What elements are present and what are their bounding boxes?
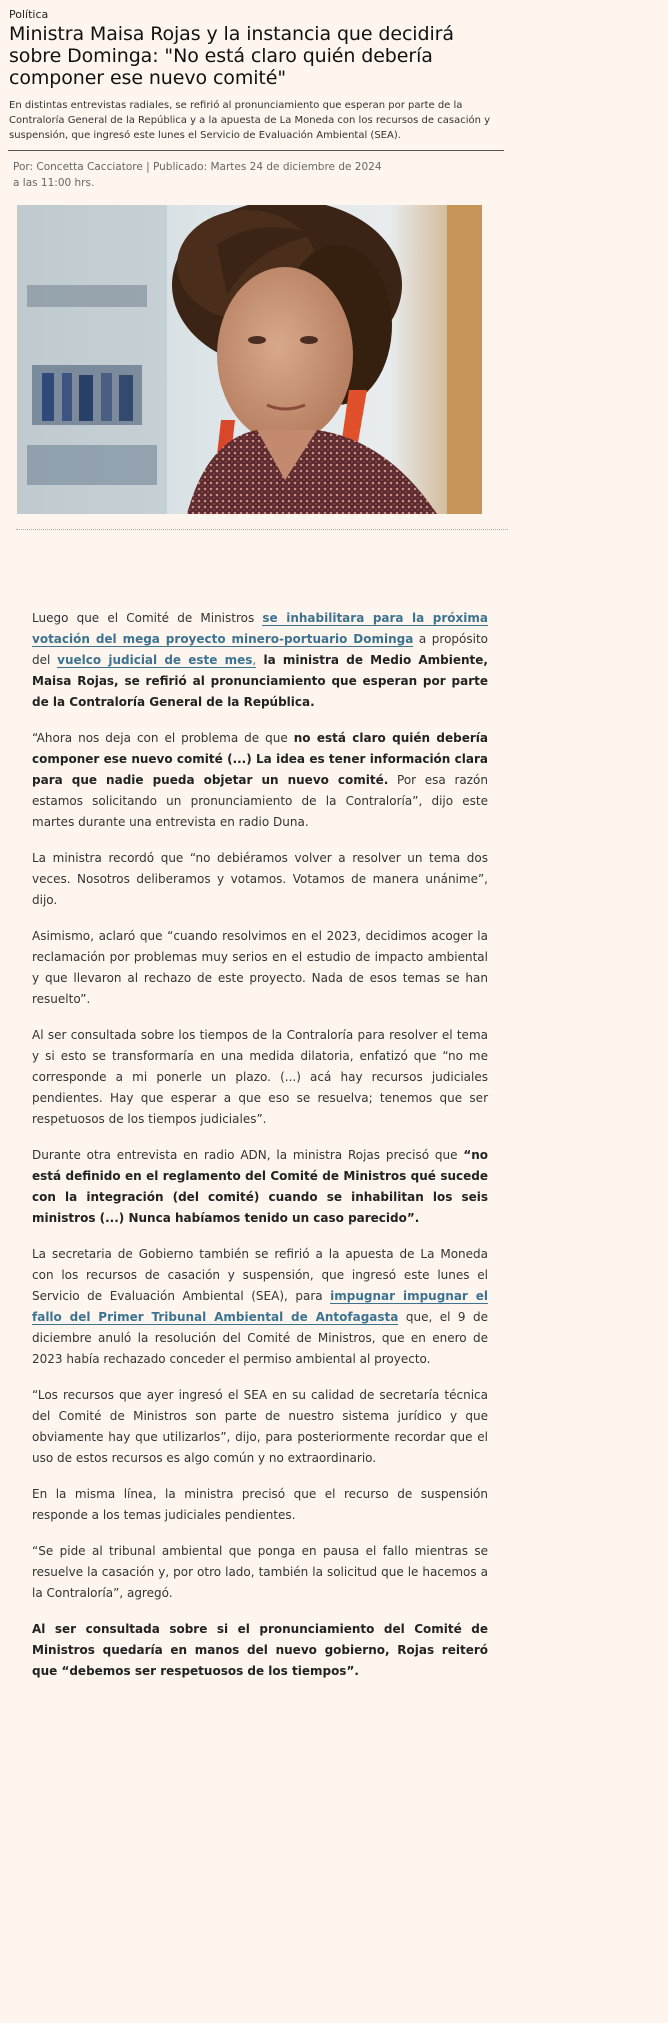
paragraph-4: Asimismo, aclaró que “cuando resolvimos en el 2023, decidimos acoger la reclamación por problemas muy serios en el estudio de impacto ambiental y que llevaron al rechazo de este proyecto. Nada de esos temas se han resuelto”. [32, 929, 488, 1006]
link-inhabilitara[interactable]: se inhabilitara para la próxima votación del mega proyecto minero-portuario Dominga [32, 611, 488, 646]
byline [8, 151, 510, 191]
p2-bold: no está claro quién debería componer ese nuevo comité (...) La idea es tener información clara para que nadie pueda objetar un nuevo comité. [32, 731, 488, 787]
byline-author-date: Por: Concetta Cacciatore | Publicado: Martes 24 de diciembre de 2024 [13, 161, 382, 173]
paragraph-5: Al ser consultada sobre los tiempos de la Contraloría para resolver el tema y si esto se transformaría en una medida dilatoria, enfatizó que “no me corresponde a mi ponerle un plazo. (...) acá hay recursos judiciales pendientes. Hay que esperar a que eso se resuelva; tenemos que ser respetuosos de los tiempos judiciales”. [32, 1028, 488, 1126]
paragraph-10: “Se pide al tribunal ambiental que ponga en pausa el fallo mientras se resuelve la casación y, por otro lado, también la solicitud que le hacemos a la Contraloría”, agregó. [32, 1544, 488, 1600]
headline: Ministra Maisa Rojas y la instancia que decidirá sobre Dominga: "No está claro quién debería componer ese nuevo comité" [9, 23, 454, 89]
paragraph-1 [32, 608, 488, 713]
paragraph-9: En la misma línea, la ministra precisó que el recurso de suspensión responde a los temas judiciales pendientes. [32, 1487, 488, 1522]
p1-text: Luego que el Comité de Ministros [32, 611, 263, 625]
summary: En distintas entrevistas radiales, se refirió al pronunciamiento que esperan por parte de la Contraloría General de la República y a la apuesta de La Moneda con los recursos de casación y suspensión, que ingresó este lunes el Servicio de Evaluación Ambiental (SEA). [9, 100, 491, 141]
paragraph-11 [32, 1619, 488, 1682]
link-vuelco-judicial-comma[interactable]: , [252, 653, 257, 667]
article-body [0, 530, 518, 1682]
link-vuelco-judicial[interactable]: vuelco judicial de este mes [57, 653, 253, 667]
link-impugnar-fallo[interactable]: impugnar impugnar el fallo del Primer Tribunal Ambiental de Antofagasta [32, 1289, 489, 1324]
p6-text: Durante otra entrevista en radio ADN, la ministra Rojas precisó que [32, 1148, 464, 1162]
paragraph-7 [32, 1244, 488, 1370]
paragraph-6 [32, 1145, 488, 1229]
p11-bold: Al ser consultada sobre si el pronunciamiento del Comité de Ministros quedaría en manos del nuevo gobierno, Rojas reiteró que “debemos ser respetuosos de los tiempos”. [32, 1622, 488, 1678]
p1-bold: la ministra de Medio Ambiente, Maisa Rojas, se refirió al pronunciamiento que esperan por parte de la Contraloría General de la República. [32, 653, 488, 709]
p2-text: “Ahora nos deja con el problema de que [32, 731, 294, 745]
p2-text-2: Por esa razón estamos solicitando un pronunciamiento de la Contraloría”, dijo este martes durante una entrevista en radio Duna. [32, 773, 488, 829]
paragraph-2 [32, 728, 488, 833]
byline-time: a las 11:00 hrs. [13, 177, 95, 189]
p1-text-2: a propósito del [32, 632, 489, 667]
paragraph-3: La ministra recordó que “no debiéramos volver a resolver un tema dos veces. Nosotros deliberamos y votamos. Votamos de manera unánime”, dijo. [32, 851, 488, 907]
section-label[interactable]: Política [9, 8, 49, 21]
article-header [0, 0, 518, 191]
paragraph-8: “Los recursos que ayer ingresó el SEA en su calidad de secretaría técnica del Comité de Ministros son parte de nuestro sistema jurídico y que obviamente hay que utilizarlos”, dijo, para posteriormente recordar que el uso de estos recursos es algo común y no extraordinario. [32, 1388, 488, 1465]
p6-bold: “no está definido en el reglamento del Comité de Ministros qué sucede con la integración (del comité) cuando se inhabilitan los seis ministros (...) Nunca habíamos tenido un caso parecido”. [32, 1148, 488, 1225]
portrait-photo-icon [17, 205, 482, 514]
p7-text: La secretaria de Gobierno también se refirió a la apuesta de La Moneda con los recursos de casación y suspensión, que ingresó este lunes el Servicio de Evaluación Ambiental (SEA), para [32, 1247, 488, 1303]
article-photo [17, 205, 482, 514]
p7-text-2: que, el 9 de diciembre anuló la resolución del Comité de Ministros, que en enero de 2023 había rechazado conceder el permiso ambiental al proyecto. [32, 1310, 489, 1366]
